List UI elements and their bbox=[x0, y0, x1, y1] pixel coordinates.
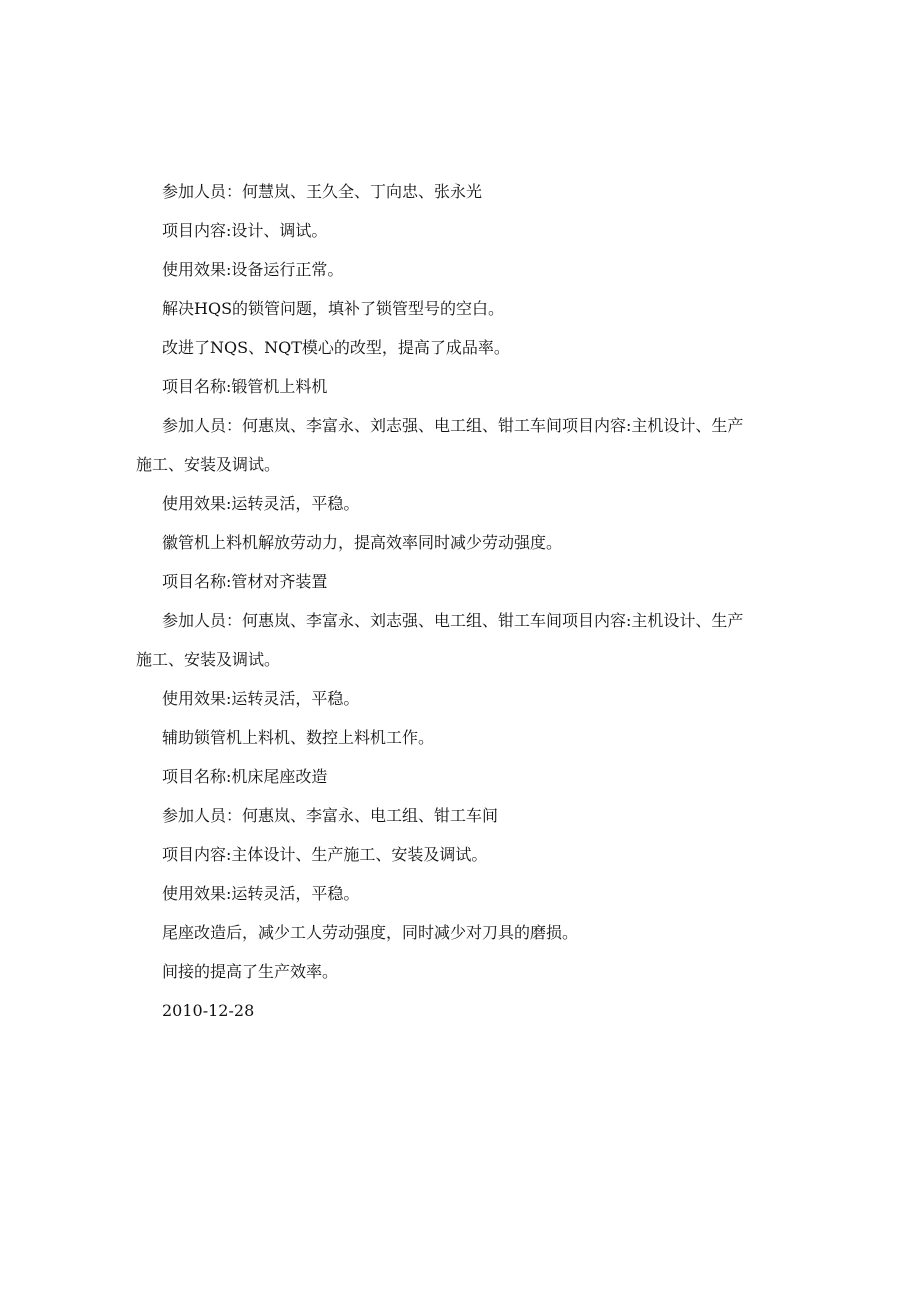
paragraph-result-4b: 间接的提高了生产效率。 bbox=[162, 962, 339, 981]
paragraph-usage-effect-4: 使用效果:运转灵活，平稳。 bbox=[162, 884, 360, 903]
paragraph-usage-effect-1: 使用效果:设备运行正常。 bbox=[162, 260, 344, 279]
paragraph-project-content-1: 项目内容:设计、调试。 bbox=[162, 221, 328, 240]
document-body bbox=[136, 172, 756, 1030]
paragraph-result-4a: 尾座改造后，减少工人劳动强度，同时减少对刀具的磨损。 bbox=[162, 923, 579, 942]
paragraph-project-name-4: 项目名称:机床尾座改造 bbox=[162, 767, 328, 786]
paragraph-result-2: 徽管机上料机解放劳动力，提高效率同时减少劳动强度。 bbox=[162, 533, 563, 552]
document-date: 2010-12-28 bbox=[162, 1001, 255, 1020]
paragraph-participants-1: 参加人员：何慧岚、王久全、丁向忠、张永光 bbox=[162, 182, 483, 201]
paragraph-participants-3: 参加人员：何惠岚、李富永、刘志强、电工组、钳工车间项目内容:主机设计、生产施工、安装及调试。 bbox=[136, 611, 744, 669]
paragraph-usage-effect-2: 使用效果:运转灵活，平稳。 bbox=[162, 494, 360, 513]
paragraph-result-3: 辅助锁管机上料机、数控上料机工作。 bbox=[162, 728, 435, 747]
paragraph-project-content-4: 项目内容:主体设计、生产施工、安装及调试。 bbox=[162, 845, 488, 864]
paragraph-participants-4: 参加人员：何惠岚、李富永、电工组、钳工车间 bbox=[162, 806, 499, 825]
paragraph-result-1b: 改进了NQS、NQT模心的改型，提高了成品率。 bbox=[162, 338, 510, 357]
paragraph-project-name-2: 项目名称:锻管机上料机 bbox=[162, 377, 328, 396]
paragraph-participants-2: 参加人员：何惠岚、李富永、刘志强、电工组、钳工车间项目内容:主机设计、生产施工、安装及调试。 bbox=[136, 416, 744, 474]
paragraph-project-name-3: 项目名称:管材对齐装置 bbox=[162, 572, 328, 591]
paragraph-result-1a: 解决HQS的锁管问题，填补了锁管型号的空白。 bbox=[162, 299, 505, 318]
paragraph-usage-effect-3: 使用效果:运转灵活，平稳。 bbox=[162, 689, 360, 708]
